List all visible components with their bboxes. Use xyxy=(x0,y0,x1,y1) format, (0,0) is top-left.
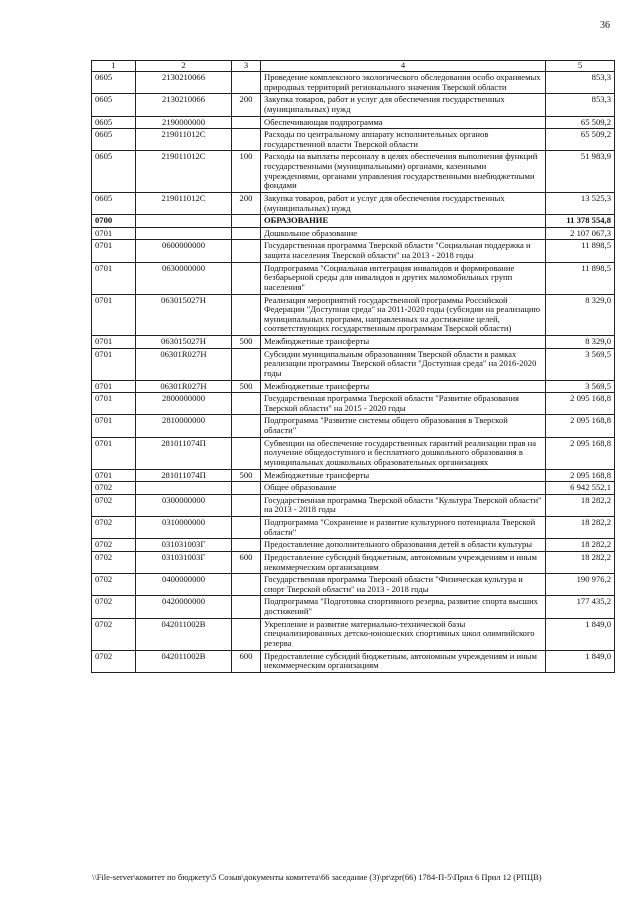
cell-description: Проведение комплексного экологического обследования особо охраняемых природных территорий регионального значения Тверской области xyxy=(261,72,546,94)
cell-target-code: 0600000000 xyxy=(136,240,232,262)
cell-amount: 51 983,9 xyxy=(546,151,615,193)
cell-expense-type xyxy=(232,517,261,539)
header-col-4: 4 xyxy=(261,61,546,72)
cell-target-code: 031031003Г xyxy=(136,551,232,573)
cell-expense-type: 200 xyxy=(232,192,261,214)
cell-expense-type xyxy=(232,494,261,516)
table-row xyxy=(92,348,615,380)
cell-section: 0702 xyxy=(92,482,136,495)
cell-target-code: 0400000000 xyxy=(136,574,232,596)
cell-description: Государственная программа Тверской области "Социальная поддержка и защита населения Тверской области" на 2013 - 2018 годы xyxy=(261,240,546,262)
cell-amount: 18 282,2 xyxy=(546,517,615,539)
cell-section: 0701 xyxy=(92,469,136,482)
cell-target-code: 042011002В xyxy=(136,618,232,650)
cell-expense-type xyxy=(232,227,261,240)
cell-section: 0702 xyxy=(92,596,136,618)
cell-section: 0702 xyxy=(92,517,136,539)
cell-description: Субвенции на обеспечение государственных гарантий реализации прав на получение общедоступного и бесплатного дошкольного образования в муниципальных дошкольных образовательных организациях xyxy=(261,437,546,469)
table-row xyxy=(92,415,615,437)
cell-expense-type xyxy=(232,294,261,336)
table-row xyxy=(92,262,615,294)
cell-target-code: 063015027Н xyxy=(136,294,232,336)
table-row xyxy=(92,129,615,151)
table-row xyxy=(92,240,615,262)
table-row xyxy=(92,551,615,573)
cell-expense-type xyxy=(232,539,261,552)
cell-section: 0605 xyxy=(92,72,136,94)
cell-section: 0701 xyxy=(92,415,136,437)
header-col-2: 2 xyxy=(136,61,232,72)
table-row xyxy=(92,539,615,552)
cell-amount: 1 849,0 xyxy=(546,650,615,672)
header-col-3: 3 xyxy=(232,61,261,72)
cell-section: 0702 xyxy=(92,618,136,650)
cell-amount: 11 898,5 xyxy=(546,240,615,262)
cell-section: 0605 xyxy=(92,94,136,116)
cell-target-code: 0310000000 xyxy=(136,517,232,539)
cell-section: 0701 xyxy=(92,240,136,262)
cell-amount: 18 282,2 xyxy=(546,539,615,552)
cell-section: 0700 xyxy=(92,215,136,228)
cell-description: Подпрограмма "Сохранение и развитие культурного потенциала Тверской области" xyxy=(261,517,546,539)
cell-section: 0701 xyxy=(92,393,136,415)
cell-amount: 2 095 168,8 xyxy=(546,415,615,437)
table-row xyxy=(92,116,615,129)
cell-amount: 1 849,0 xyxy=(546,618,615,650)
table-row xyxy=(92,482,615,495)
cell-section: 0701 xyxy=(92,380,136,393)
cell-section: 0605 xyxy=(92,151,136,193)
cell-description: Межбюджетные трансферты xyxy=(261,380,546,393)
cell-target-code: 281011074П xyxy=(136,437,232,469)
cell-target-code xyxy=(136,215,232,228)
cell-section: 0702 xyxy=(92,539,136,552)
cell-description: Межбюджетные трансферты xyxy=(261,469,546,482)
cell-description: Закупка товаров, работ и услуг для обеспечения государственных (муниципальных) нужд xyxy=(261,192,546,214)
cell-expense-type xyxy=(232,348,261,380)
cell-description: Субсидии муниципальным образованиям Тверской области в рамках реализации программы Тверской области "Доступная среда" на 2016-2020 годы xyxy=(261,348,546,380)
cell-amount: 8 329,0 xyxy=(546,336,615,349)
table-row xyxy=(92,227,615,240)
cell-section: 0701 xyxy=(92,262,136,294)
cell-expense-type: 600 xyxy=(232,650,261,672)
cell-expense-type xyxy=(232,262,261,294)
cell-expense-type xyxy=(232,437,261,469)
cell-amount: 853,3 xyxy=(546,94,615,116)
cell-expense-type xyxy=(232,393,261,415)
cell-target-code: 06301R027Н xyxy=(136,380,232,393)
cell-target-code: 2130210066 xyxy=(136,94,232,116)
cell-expense-type xyxy=(232,596,261,618)
cell-description: Закупка товаров, работ и услуг для обеспечения государственных (муниципальных) нужд xyxy=(261,94,546,116)
cell-section: 0702 xyxy=(92,574,136,596)
cell-description: Подпрограмма "Подготовка спортивного резерва, развитие спорта высших достижений" xyxy=(261,596,546,618)
table-row xyxy=(92,618,615,650)
cell-section: 0702 xyxy=(92,650,136,672)
cell-description: Предоставление субсидий бюджетным, автономным учреждениям и иным некоммерческим организациям xyxy=(261,551,546,573)
cell-target-code: 06301R027Н xyxy=(136,348,232,380)
cell-expense-type: 100 xyxy=(232,151,261,193)
cell-description: Подпрограмма "Социальная интеграция инвалидов и формирование безбарьерной среды для инвалидов и других маломобильных групп населения" xyxy=(261,262,546,294)
cell-amount: 8 329,0 xyxy=(546,294,615,336)
cell-expense-type: 500 xyxy=(232,380,261,393)
cell-expense-type xyxy=(232,482,261,495)
cell-description: Дошкольное образование xyxy=(261,227,546,240)
cell-amount: 2 095 168,8 xyxy=(546,437,615,469)
cell-target-code: 2130210066 xyxy=(136,72,232,94)
cell-expense-type xyxy=(232,618,261,650)
cell-target-code: 2810000000 xyxy=(136,415,232,437)
cell-description: Расходы на выплаты персоналу в целях обеспечения выполнения функций государственными (муниципальными) органами, казенными учреждениями, органами управления государственными внебюджетными фондами xyxy=(261,151,546,193)
cell-amount: 11 378 554,8 xyxy=(546,215,615,228)
cell-section: 0701 xyxy=(92,294,136,336)
cell-expense-type xyxy=(232,574,261,596)
table-body xyxy=(92,72,615,673)
footer-file-path: \\File-server\комитет по бюджету\5 Созыв\документы комитета\66 заседание (3)\pr\zpr(66) 1784-П-5\Прил 6 Прил 12 (РПЦВ) xyxy=(92,872,542,882)
cell-amount: 177 435,2 xyxy=(546,596,615,618)
cell-expense-type xyxy=(232,129,261,151)
cell-expense-type xyxy=(232,215,261,228)
cell-section: 0701 xyxy=(92,336,136,349)
budget-table xyxy=(91,60,615,673)
table-row xyxy=(92,380,615,393)
table-row xyxy=(92,151,615,193)
cell-amount: 3 569,5 xyxy=(546,380,615,393)
table-row xyxy=(92,72,615,94)
cell-target-code: 0300000000 xyxy=(136,494,232,516)
cell-amount: 65 509,2 xyxy=(546,129,615,151)
cell-target-code: 2190000000 xyxy=(136,116,232,129)
cell-target-code xyxy=(136,482,232,495)
cell-section: 0701 xyxy=(92,437,136,469)
table-row xyxy=(92,294,615,336)
cell-target-code: 042011002В xyxy=(136,650,232,672)
cell-amount: 6 942 552,1 xyxy=(546,482,615,495)
table-row xyxy=(92,336,615,349)
cell-amount: 11 898,5 xyxy=(546,262,615,294)
cell-section: 0702 xyxy=(92,494,136,516)
table-row xyxy=(92,437,615,469)
table-row xyxy=(92,574,615,596)
cell-description: Укрепление и развитие материально-технической базы специализированных детско-юношеских спортивных школ олимпийского резерва xyxy=(261,618,546,650)
cell-target-code: 219011012С xyxy=(136,151,232,193)
header-col-5: 5 xyxy=(546,61,615,72)
cell-expense-type xyxy=(232,240,261,262)
cell-section: 0605 xyxy=(92,129,136,151)
cell-target-code: 0420000000 xyxy=(136,596,232,618)
cell-section: 0701 xyxy=(92,348,136,380)
cell-amount: 2 107 067,3 xyxy=(546,227,615,240)
cell-expense-type xyxy=(232,72,261,94)
cell-expense-type: 600 xyxy=(232,551,261,573)
cell-description: Межбюджетные трансферты xyxy=(261,336,546,349)
cell-section: 0605 xyxy=(92,192,136,214)
cell-amount: 190 976,2 xyxy=(546,574,615,596)
cell-description: Государственная программа Тверской области "Развитие образования Тверской области" на 2015 - 2020 годы xyxy=(261,393,546,415)
cell-section: 0605 xyxy=(92,116,136,129)
cell-amount: 2 095 168,8 xyxy=(546,393,615,415)
table-row xyxy=(92,94,615,116)
cell-amount: 65 509,2 xyxy=(546,116,615,129)
cell-target-code: 2800000000 xyxy=(136,393,232,415)
cell-amount: 13 525,3 xyxy=(546,192,615,214)
cell-description: Предоставление дополнительного образования детей в области культуры xyxy=(261,539,546,552)
page-number: 36 xyxy=(600,20,610,31)
cell-amount: 18 282,2 xyxy=(546,494,615,516)
table-header xyxy=(92,61,615,72)
cell-section: 0702 xyxy=(92,551,136,573)
cell-description: Обеспечивающая подпрограмма xyxy=(261,116,546,129)
cell-section: 0701 xyxy=(92,227,136,240)
cell-target-code xyxy=(136,227,232,240)
cell-amount: 18 282,2 xyxy=(546,551,615,573)
cell-target-code: 219011012С xyxy=(136,192,232,214)
table-row xyxy=(92,393,615,415)
table-row xyxy=(92,215,615,228)
table-row xyxy=(92,494,615,516)
cell-expense-type: 500 xyxy=(232,469,261,482)
cell-target-code: 281011074П xyxy=(136,469,232,482)
cell-expense-type: 200 xyxy=(232,94,261,116)
cell-target-code: 219011012С xyxy=(136,129,232,151)
cell-description: Реализация мероприятий государственной программы Российской Федерации "Доступная среда" на 2011-2020 годы (субсидии на реализацию муниципальных программ, направленных на достижение целей, соответствующих государственным программам Тверской области) xyxy=(261,294,546,336)
table-row xyxy=(92,517,615,539)
cell-amount: 3 569,5 xyxy=(546,348,615,380)
table-row xyxy=(92,192,615,214)
cell-description: Подпрограмма "Развитие системы общего образования в Тверской области" xyxy=(261,415,546,437)
table-row xyxy=(92,650,615,672)
cell-description: Предоставление субсидий бюджетным, автономным учреждениям и иным некоммерческим организациям xyxy=(261,650,546,672)
cell-target-code: 0630000000 xyxy=(136,262,232,294)
cell-description: Общее образование xyxy=(261,482,546,495)
cell-target-code: 063015027Н xyxy=(136,336,232,349)
cell-expense-type xyxy=(232,116,261,129)
cell-expense-type: 500 xyxy=(232,336,261,349)
cell-description: Государственная программа Тверской области "Культура Тверской области" на 2013 - 2018 годы xyxy=(261,494,546,516)
cell-amount: 853,3 xyxy=(546,72,615,94)
header-col-1: 1 xyxy=(92,61,136,72)
cell-description: ОБРАЗОВАНИЕ xyxy=(261,215,546,228)
cell-amount: 2 095 168,8 xyxy=(546,469,615,482)
cell-expense-type xyxy=(232,415,261,437)
cell-description: Расходы по центральному аппарату исполнительных органов государственной власти Тверской области xyxy=(261,129,546,151)
table-row xyxy=(92,596,615,618)
table-row xyxy=(92,469,615,482)
cell-target-code: 031031003Г xyxy=(136,539,232,552)
cell-description: Государственная программа Тверской области "Физическая культура и спорт Тверской области" на 2013 - 2018 годы xyxy=(261,574,546,596)
